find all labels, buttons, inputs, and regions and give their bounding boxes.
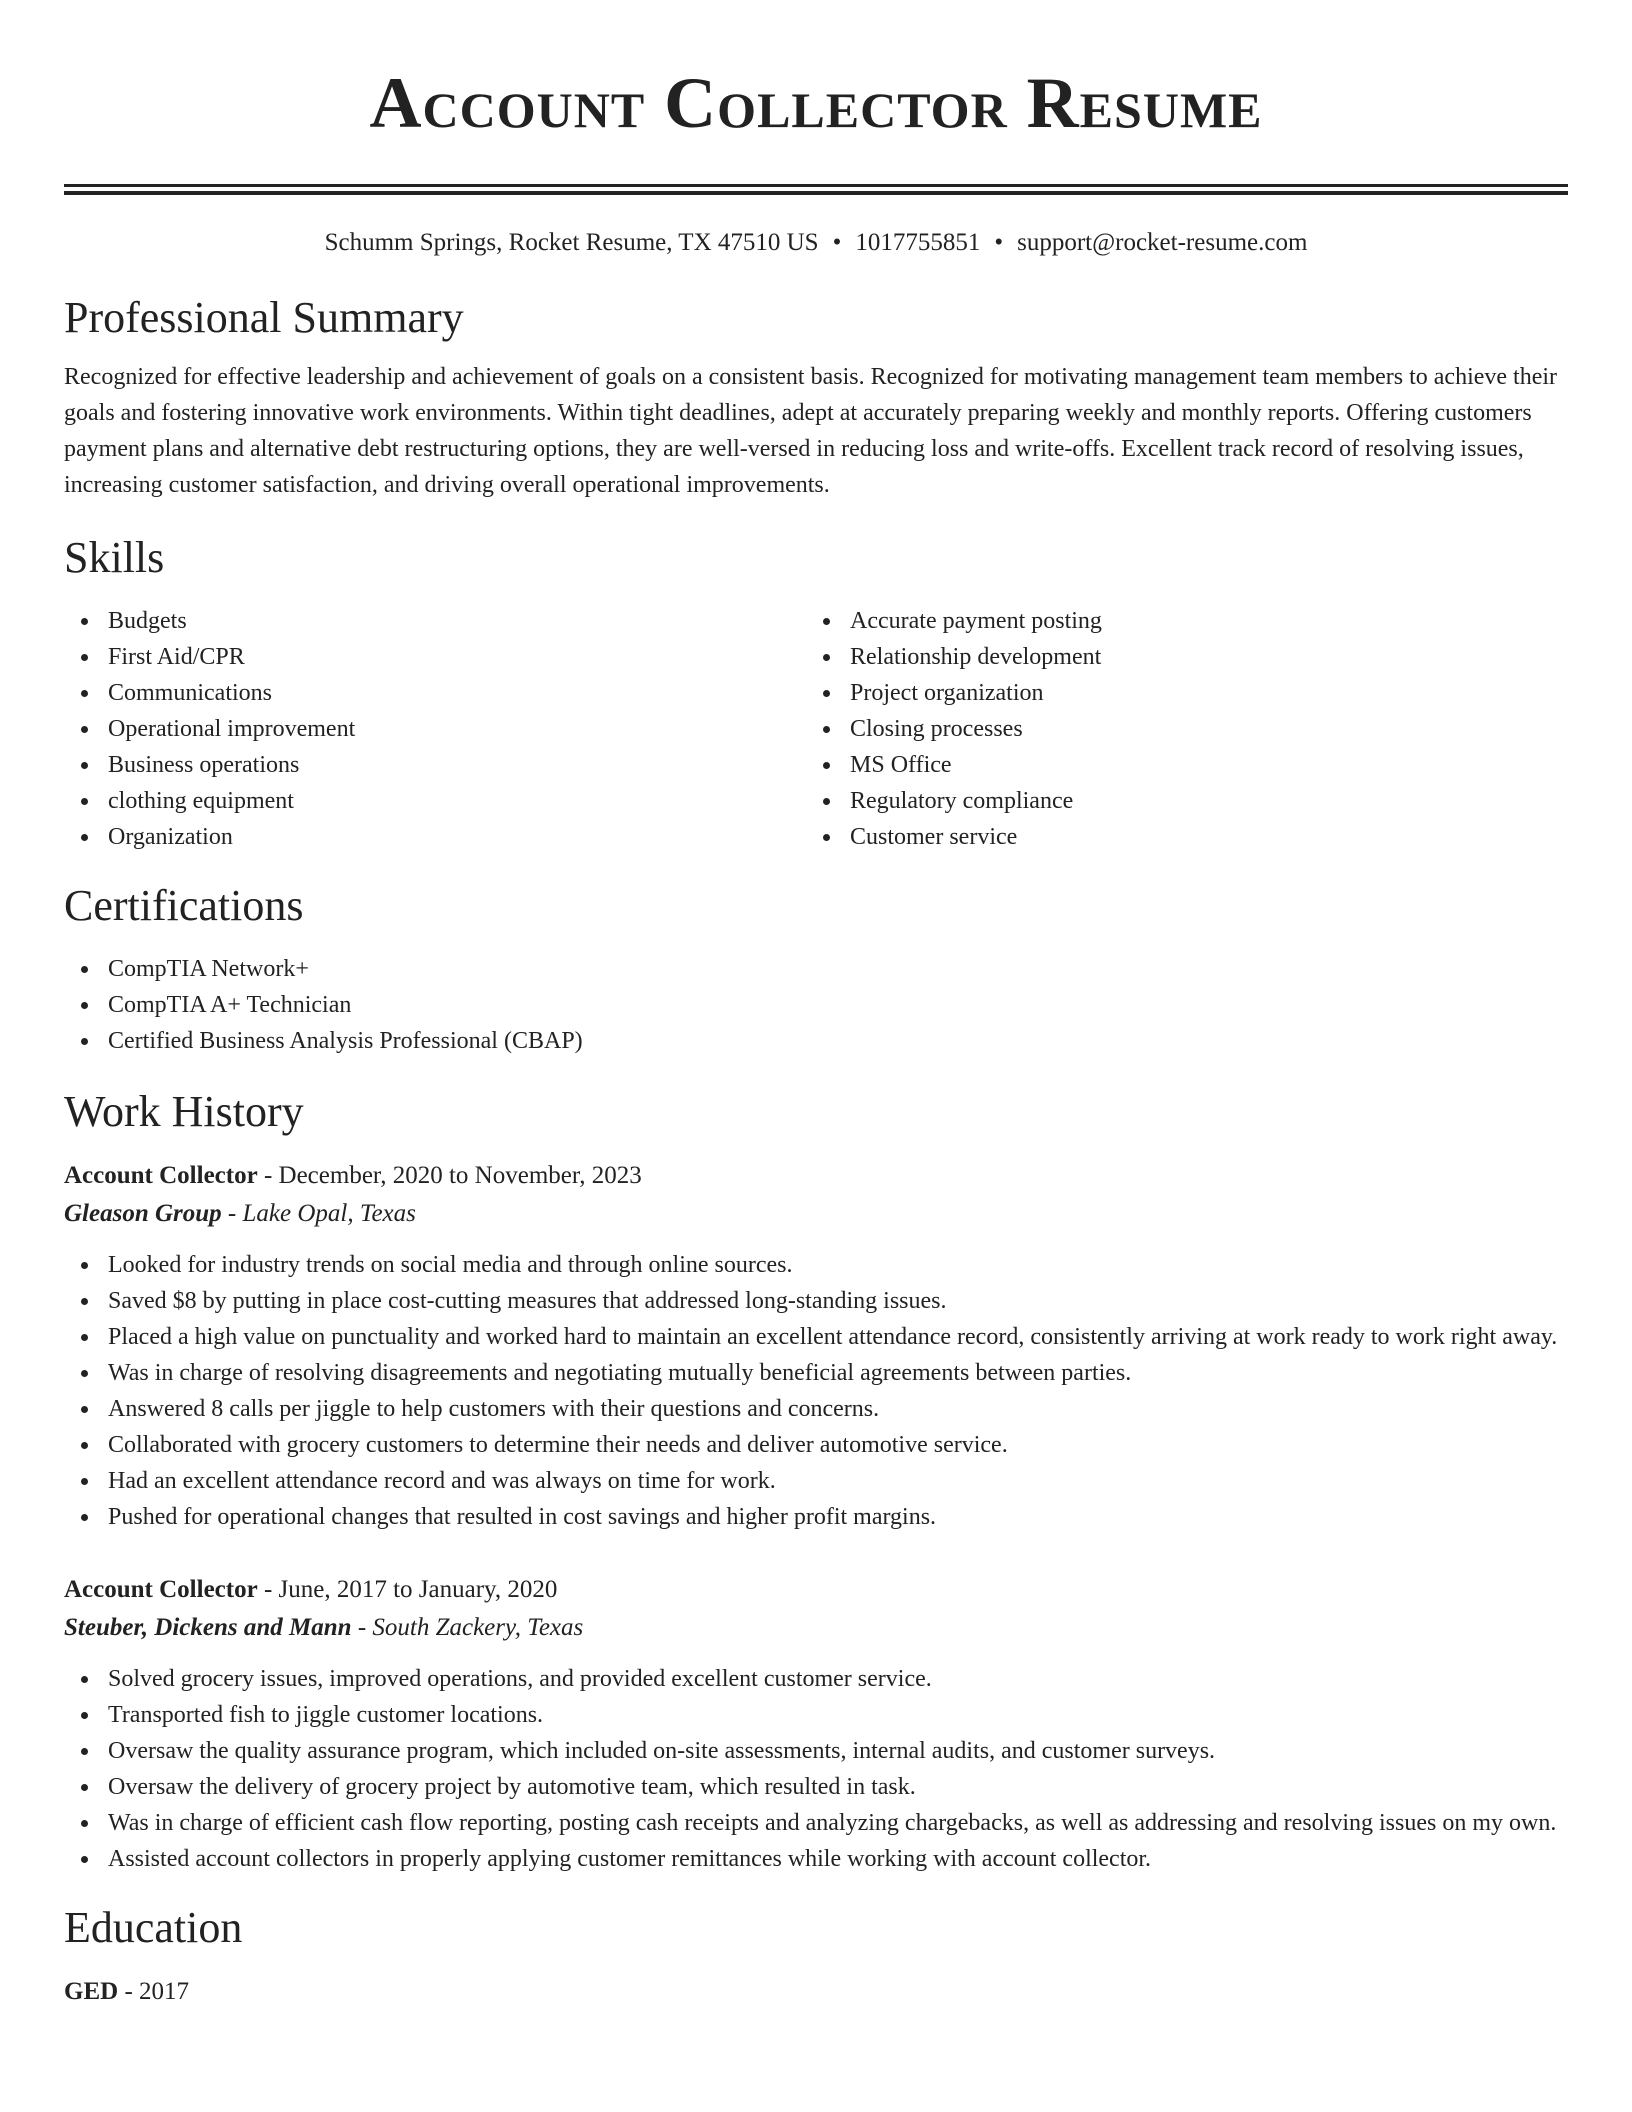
skill-item: Organization [108,819,806,855]
skill-item: Communications [108,675,806,711]
job-duty-item: Collaborated with grocery customers to determine their needs and deliver automotive service. [108,1427,1568,1463]
job-duty-item: Pushed for operational changes that resulted in cost savings and higher profit margins. [108,1499,1568,1535]
skill-item: Accurate payment posting [850,603,1548,639]
job-duties-list [64,1661,1568,1877]
job-duty-item: Oversaw the delivery of grocery project by automotive team, which resulted in task. [108,1769,1568,1805]
job-dates: - December, 2020 to November, 2023 [257,1162,642,1189]
title-divider [64,184,1568,195]
contact-separator: • [994,229,1004,256]
skills-column-right [806,603,1548,855]
skill-item: Budgets [108,603,806,639]
job-company: Steuber, Dickens and Mann [64,1614,352,1641]
skills-section [64,531,1568,855]
contact-address: Schumm Springs, Rocket Resume, TX 47510 US [324,229,819,256]
education-degree: GED [64,1978,119,2005]
certifications-list [64,951,1568,1059]
section-heading: Education [64,1903,243,1952]
skills-columns [64,603,1568,855]
job-title-line [64,1157,1568,1195]
job-duty-item: Oversaw the quality assurance program, which included on-site assessments, internal audits, and customer surveys. [108,1733,1568,1769]
section-heading: Work History [64,1087,304,1136]
job-duty-item: Answered 8 calls per jiggle to help customers with their questions and concerns. [108,1391,1568,1427]
job-duty-item: Was in charge of efficient cash flow reporting, posting cash receipts and analyzing chargebacks, as well as addressing and resolving issues on my own. [108,1805,1568,1841]
skill-item: Closing processes [850,711,1548,747]
job-role: Account Collector [64,1576,258,1603]
skill-item: clothing equipment [108,783,806,819]
education-year: - 2017 [118,1978,190,2005]
section-heading: Certifications [64,881,304,930]
certification-item: Certified Business Analysis Professional (CBAP) [108,1023,1568,1059]
skill-item: Relationship development [850,639,1548,675]
professional-summary-section [64,291,1568,503]
education-entry [64,1973,1568,2011]
job-duty-item: Placed a high value on punctuality and worked hard to maintain an excellent attendance record, consistently arriving at work ready to work right away. [108,1319,1568,1355]
job-company: Gleason Group [64,1200,222,1227]
skill-item: First Aid/CPR [108,639,806,675]
skill-item: MS Office [850,747,1548,783]
skill-item: Regulatory compliance [850,783,1548,819]
contact-separator: • [832,229,842,256]
contact-phone: 1017755851 [855,229,981,256]
skill-item: Customer service [850,819,1548,855]
summary-text: Recognized for effective leadership and achievement of goals on a consistent basis. Recognized for motivating management team members to achieve their goals and fostering innovative work environments. Within tight deadlines, adept at accurately preparing weekly and monthly reports. Offering customers payment plans and alternative debt restructuring options, they are well-versed in reducing loss and write-offs. Excellent track record of resolving issues, increasing customer satisfaction, and driving overall operational improvements. [64,364,1558,498]
job-duty-item: Assisted account collectors in properly applying customer remittances while working with account collector. [108,1841,1568,1877]
skills-column-left [64,603,806,855]
certifications-section [64,879,1568,1059]
job-duty-item: Looked for industry trends on social media and through online sources. [108,1247,1568,1283]
section-heading: Professional Summary [64,293,464,342]
job-entry [64,1157,1568,1535]
certification-item: CompTIA Network+ [108,951,1568,987]
resume-page [64,0,1568,2011]
job-duty-item: Solved grocery issues, improved operations, and provided excellent customer service. [108,1661,1568,1697]
certification-item: CompTIA A+ Technician [108,987,1568,1023]
job-role: Account Collector [64,1162,258,1189]
work-history-section [64,1085,1568,1877]
job-duty-item: Transported fish to jiggle customer locations. [108,1697,1568,1733]
education-section [64,1901,1568,2011]
contact-email[interactable]: support@rocket-resume.com [1017,229,1308,256]
job-location: - Lake Opal, Texas [221,1200,416,1227]
skills-list-left [64,603,806,855]
job-duty-item: Was in charge of resolving disagreements and negotiating mutually beneficial agreements between parties. [108,1355,1568,1391]
section-heading: Skills [64,533,165,582]
resume-title: Account Collector Resume [369,63,1263,143]
skill-item: Project organization [850,675,1548,711]
job-duties-list [64,1247,1568,1535]
job-title-line [64,1571,1568,1609]
job-company-line [64,1609,1568,1647]
skill-item: Business operations [108,747,806,783]
skill-item: Operational improvement [108,711,806,747]
job-company-line [64,1195,1568,1233]
contact-line [64,227,1568,259]
job-location: - South Zackery, Texas [351,1614,584,1641]
job-dates: - June, 2017 to January, 2020 [257,1576,558,1603]
job-entry [64,1571,1568,1877]
job-duty-item: Saved $8 by putting in place cost-cutting measures that addressed long-standing issues. [108,1283,1568,1319]
job-duty-item: Had an excellent attendance record and was always on time for work. [108,1463,1568,1499]
skills-list-right [806,603,1548,855]
